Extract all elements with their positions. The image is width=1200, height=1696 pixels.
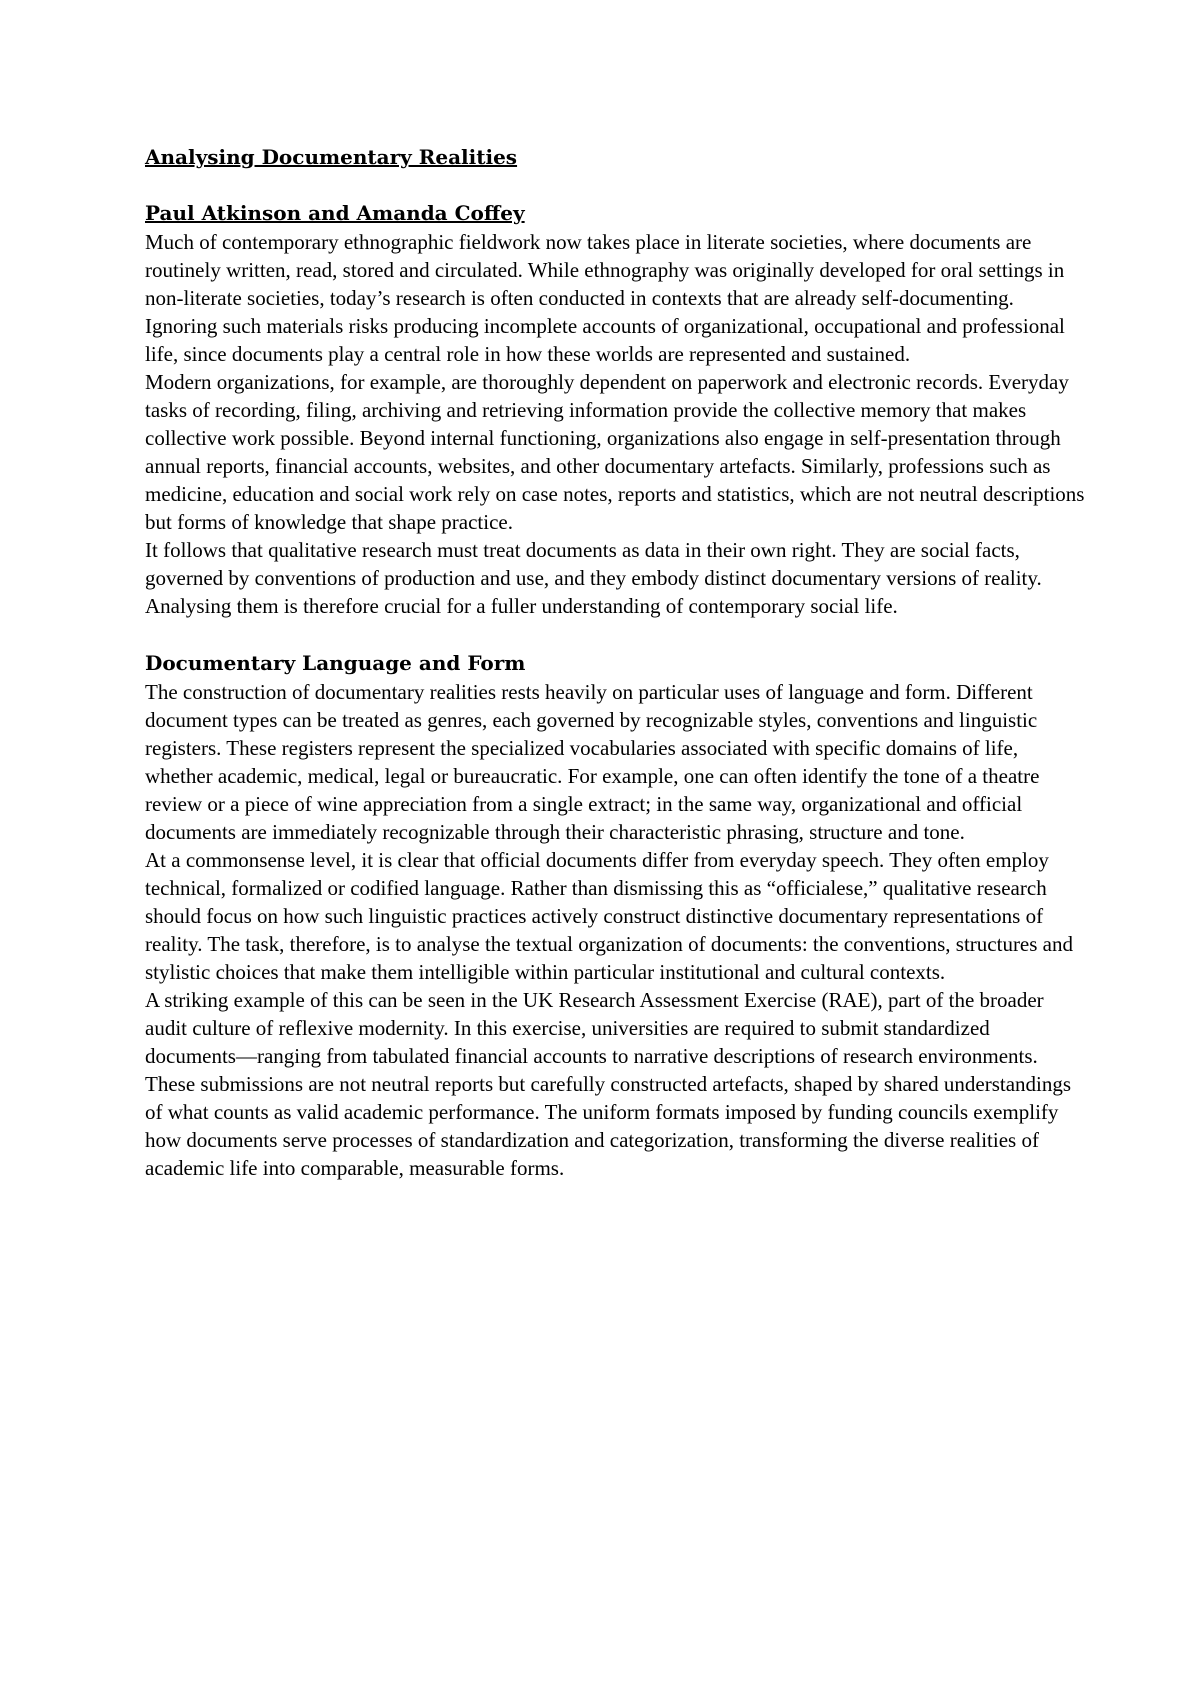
section-paragraph-1: The construction of documentary realities rests heavily on particular uses of language and form. Different document types can be treated as genres, each governed by recognizable styles, conventions and linguistic registers. These registers represent the specialized vocabularies associated with specific domains of life, whether academic, medical, legal or bureaucratic. For example, one can often identify the tone of a theatre review or a piece of wine appreciation from a single extract; in the same way, organizational and official documents are immediately recognizable through their characteristic phrasing, structure and tone. <box>145 680 1040 844</box>
document-authors: Paul Atkinson and Amanda Coffey <box>145 201 525 225</box>
intro-paragraph-2: Modern organizations, for example, are thoroughly dependent on paperwork and electronic records. Everyday tasks of recording, filing, archiving and retrieving information provide the collective memory that makes collective work possible. Beyond internal functioning, organizations also engage in self-presentation through annual reports, financial accounts, websites, and other documentary artefacts. Similarly, professions such as medicine, education and social work rely on case notes, reports and statistics, which are not neutral descriptions but forms of knowledge that shape practice. <box>145 370 1085 534</box>
document-title: Analysing Documentary Realities <box>145 145 518 169</box>
intro-paragraph-1: Much of contemporary ethnographic fieldwork now takes place in literate societies, where documents are routinely written, read, stored and circulated. While ethnography was originally developed for oral settings in non-literate societies, today’s research is often conducted in contexts that are already self-documenting. Ignoring such materials risks producing incomplete accounts of organizational, occupational and professional life, since documents play a central role in how these worlds are represented and sustained. <box>145 230 1065 366</box>
document-page <box>145 142 1085 1182</box>
section-paragraph-3: A striking example of this can be seen in the UK Research Assessment Exercise (RAE), part of the broader audit culture of reflexive modernity. In this exercise, universities are required to submit standardized documents—ranging from tabulated financial accounts to narrative descriptions of research environments. These submissions are not neutral reports but carefully constructed artefacts, shaped by shared understandings of what counts as valid academic performance. The uniform formats imposed by funding councils exemplify how documents serve processes of standardization and categorization, transforming the diverse realities of academic life into comparable, measurable forms. <box>145 988 1072 1180</box>
section-heading: Documentary Language and Form <box>145 651 526 675</box>
section-paragraph-2: At a commonsense level, it is clear that official documents differ from everyday speech. They often employ technical, formalized or codified language. Rather than dismissing this as “officialese,” qualitative research should focus on how such linguistic practices actively construct distinctive documentary representations of reality. The task, therefore, is to analyse the textual organization of documents: the conventions, structures and stylistic choices that make them intelligible within particular institutional and cultural contexts. <box>145 848 1073 984</box>
intro-paragraph-3: It follows that qualitative research must treat documents as data in their own right. They are social facts, governed by conventions of production and use, and they embody distinct documentary versions of reality. Analysing them is therefore crucial for a fuller understanding of contemporary social life. <box>145 538 1042 618</box>
